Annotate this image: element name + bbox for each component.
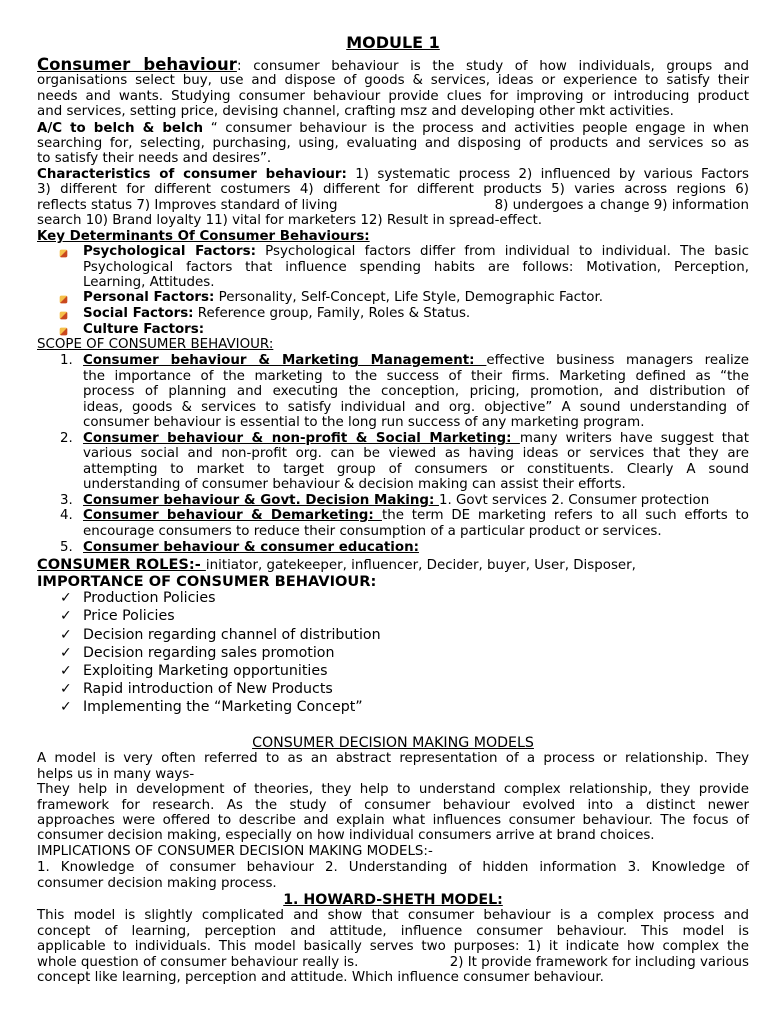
- scope-number-5: 5.: [60, 540, 73, 555]
- models-p2-line-4: consumer decision making, especially on how individual consumers arrive at brand choices.: [37, 828, 655, 843]
- scope-item-2-line-2: various social and non-profit org. can be viewed as having ideas or services that they are: [83, 446, 749, 461]
- models-p1-line-2: helps us in many ways-: [37, 767, 195, 782]
- scope-item-3-line: [83, 493, 749, 509]
- social-label: Social Factors:: [83, 306, 194, 321]
- characteristics-line-4: search 10) Brand loyalty 11) vital for marketers 12) Result in spread-effect.: [37, 213, 543, 228]
- howard-line-1: This model is slightly complicated and show that consumer behaviour is a complex process and: [37, 908, 749, 923]
- personal-label: Personal Factors:: [83, 290, 215, 305]
- scope-item-4-label: Consumer behaviour & Demarketing:: [83, 508, 382, 523]
- intro-line-4: and services, setting price, devising channel, crafting msz and developing other mkt activities.: [37, 104, 674, 119]
- characteristics-line-3: [37, 198, 749, 214]
- models-p1-line-1: A model is very often referred to as an abstract representation of a process or relationship. They: [37, 751, 749, 766]
- howard-line-2: concept of learning, perception and attitude, influence consumer behaviour. This model is: [37, 924, 749, 939]
- check-icon: ✓: [60, 645, 72, 661]
- importance-item: Production Policies: [83, 590, 216, 606]
- social-line: [83, 306, 749, 322]
- scope-item-1-line-1: [83, 353, 749, 369]
- consumer-roles-label: CONSUMER ROLES:-: [37, 556, 206, 573]
- belch-line-2: searching for, selecting, purchasing, using, evaluating and disposing of products and services so as: [37, 136, 749, 151]
- scope-item-2-line-1: [83, 431, 749, 447]
- scope-item-1-line-2: the importance of the marketing to the success of their firms. Marketing defined as “the: [83, 369, 749, 384]
- scope-item-2-text-1: many writers have suggest that: [519, 431, 749, 446]
- importance-item: Price Policies: [83, 608, 175, 624]
- scope-item-1-text-1: effective business managers realize: [486, 353, 750, 368]
- check-icon: ✓: [60, 681, 72, 697]
- intro-text-1: consumer behaviour is the study of how individuals, groups and: [241, 59, 749, 74]
- implications-heading: IMPLICATIONS OF CONSUMER DECISION MAKING MODELS:-: [37, 844, 433, 859]
- psychological-line-3: Learning, Attitudes.: [83, 275, 215, 290]
- importance-item: Decision regarding sales promotion: [83, 645, 335, 661]
- belch-line-3: to satisfy their needs and desires”.: [37, 151, 272, 166]
- module-title: MODULE 1: [346, 33, 440, 52]
- models-heading: CONSUMER DECISION MAKING MODELS: [252, 735, 534, 751]
- scope-item-4-line-2: encourage consumers to reduce their consumption of a particular product or services.: [83, 524, 662, 539]
- psychological-text-1: Psychological factors differ from individual to individual. The basic: [255, 244, 749, 259]
- personal-line: [83, 290, 749, 306]
- belch-line-1: [37, 121, 749, 137]
- psychological-bullet-icon: [60, 250, 68, 258]
- importance-item: Rapid introduction of New Products: [83, 681, 333, 697]
- models-p2-line-3: approaches were offered to describe and explain what influences consumer behaviour. The focus of: [37, 813, 749, 828]
- characteristics-text-3a: reflects status 7) Improves standard of living: [37, 198, 338, 213]
- scope-item-4-text-1: the term DE marketing refers to all such efforts to: [381, 508, 749, 523]
- scope-number-4: 4.: [60, 508, 73, 523]
- scope-item-2-line-3: attempting to market to target group of consumers or constituents. Clearly A sound: [83, 462, 749, 477]
- characteristics-text-1: 1) systematic process 2) influenced by various Factors: [346, 167, 749, 182]
- scope-item-3-label: Consumer behaviour & Govt. Decision Making:: [83, 493, 439, 508]
- implications-line-2: consumer decision making process.: [37, 876, 277, 891]
- importance-item: Decision regarding channel of distribution: [83, 627, 381, 643]
- determinants-heading: Key Determinants Of Consumer Behaviours:: [37, 229, 370, 244]
- scope-item-5-line: Consumer behaviour & consumer education:: [83, 540, 419, 555]
- characteristics-text-3b: 8) undergoes a change 9) information: [494, 198, 749, 213]
- psychological-line-2: Psychological factors that influence spending habits are follows: Motivation, Perception,: [83, 260, 749, 275]
- characteristics-line-1: [37, 167, 749, 183]
- scope-heading: SCOPE OF CONSUMER BEHAVIOUR:: [37, 337, 274, 352]
- models-p2-line-1: They help in development of theories, they help to understand complex relationship, they provide: [37, 782, 749, 797]
- check-icon: ✓: [60, 608, 72, 624]
- scope-item-1-line-5: consumer behaviour is essential to the long run success of any marketing program.: [83, 415, 645, 430]
- importance-item: Implementing the “Marketing Concept”: [83, 699, 363, 715]
- scope-item-1-label: Consumer behaviour & Marketing Management:: [83, 353, 487, 368]
- characteristics-line-2: 3) different for different costumers 4) different for different products 5) varies across regions 6): [37, 182, 749, 197]
- scope-number-2: 2.: [60, 431, 73, 446]
- psychological-label: Psychological Factors:: [83, 244, 256, 259]
- consumer-roles-text: initiator, gatekeeper, influencer, Decider, buyer, User, Disposer,: [205, 558, 636, 573]
- scope-item-1-line-4: ideas, goods & services to satisfy individual and org. objective” A sound understanding of: [83, 400, 749, 415]
- howard-text-4a: whole question of consumer behaviour really is.: [37, 955, 359, 970]
- scope-item-2-label: Consumer behaviour & non-profit & Social Marketing:: [83, 431, 520, 446]
- scope-item-4-line-1: [83, 508, 749, 524]
- scope-item-2-line-4: understanding of consumer behaviour & decision making can assist their efforts.: [83, 477, 626, 492]
- importance-item: Exploiting Marketing opportunities: [83, 663, 328, 679]
- models-p2-line-2: framework for research. As the study of consumer behaviour evolved into a distinct newer: [37, 798, 749, 813]
- culture-bullet-icon: [60, 328, 68, 336]
- social-bullet-icon: [60, 312, 68, 320]
- social-text: Reference group, Family, Roles & Status.: [193, 306, 471, 321]
- characteristics-label: Characteristics of consumer behaviour:: [37, 167, 347, 182]
- scope-number-1: 1.: [60, 353, 73, 368]
- howard-line-3: applicable to individuals. This model basically serves two purposes: 1) it indicate how complex the: [37, 939, 749, 954]
- scope-item-1-line-3: process of planning and executing the conception, pricing, promotion, and distribution of: [83, 384, 749, 399]
- scope-number-3: 3.: [60, 493, 73, 508]
- implications-line-1: 1. Knowledge of consumer behaviour 2. Understanding of hidden information 3. Knowledge of: [37, 860, 749, 875]
- howard-text-4b: 2) It provide framework for including various: [449, 955, 749, 970]
- check-icon: ✓: [60, 663, 72, 679]
- personal-bullet-icon: [60, 296, 68, 304]
- intro-heading: Consumer behaviour: [37, 55, 237, 74]
- belch-text-1: “ consumer behaviour is the process and activities people engage in when: [203, 121, 749, 136]
- intro-line-3: needs and wants. Studying consumer behaviour provide clues for improving or introducing product: [37, 89, 749, 104]
- personal-text: Personality, Self-Concept, Life Style, Demographic Factor.: [214, 290, 603, 305]
- psychological-line-1: [83, 244, 749, 260]
- intro-colon: :: [236, 58, 242, 74]
- importance-heading: IMPORTANCE OF CONSUMER BEHAVIOUR:: [37, 573, 377, 590]
- belch-label: A/C to belch & belch: [37, 121, 204, 136]
- culture-line: Culture Factors:: [83, 322, 205, 337]
- scope-item-3-text: 1. Govt services 2. Consumer protection: [439, 493, 710, 508]
- check-icon: ✓: [60, 627, 72, 643]
- howard-line-4: [37, 955, 749, 971]
- howard-sheth-heading: 1. HOWARD-SHETH MODEL:: [283, 892, 503, 908]
- check-icon: ✓: [60, 590, 72, 606]
- check-icon: ✓: [60, 699, 72, 715]
- howard-line-5: concept like learning, perception and attitude. Which influence consumer behaviour.: [37, 970, 604, 985]
- intro-line-2: organisations select buy, use and dispose of goods & services, ideas or experience to satisfy their: [37, 73, 749, 88]
